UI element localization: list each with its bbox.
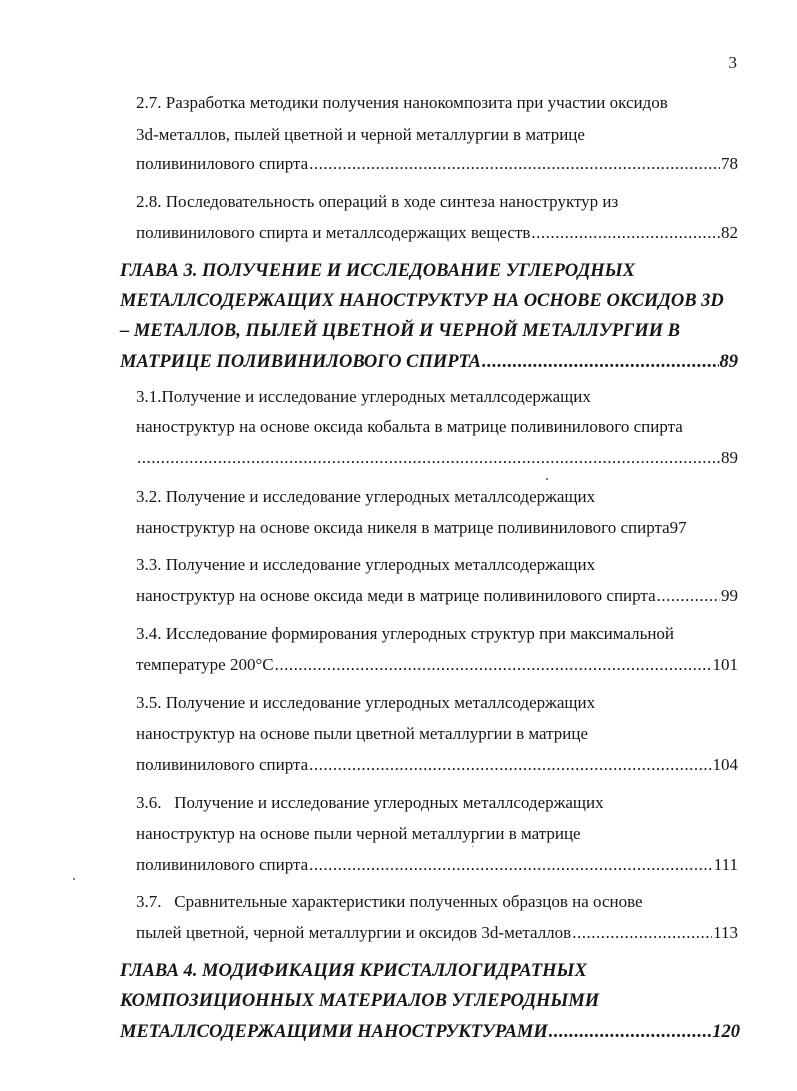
toc-entry-3-1-line-3 (136, 449, 738, 466)
scan-speck (472, 846, 473, 847)
scan-speck (546, 478, 548, 480)
toc-entry-2-7-page: 78 (721, 154, 738, 173)
page-number: 3 (728, 53, 737, 72)
toc-entry-3-3-line-1: 3.3. Получение и исследование углеродных металлсодержащих (136, 555, 596, 574)
toc-entry-3-6-page: 111 (713, 855, 738, 874)
toc-entry-3-7-line-1: 3.7. Сравнительные характеристики полученных образцов на основе (136, 892, 643, 911)
toc-entry-2-7-line-3 (136, 155, 738, 172)
leader-dots (549, 1023, 711, 1042)
leader-dots (137, 449, 720, 466)
leader-dots (309, 856, 713, 873)
toc-entry-3-2-page: 97 (669, 518, 687, 537)
toc-entry-3-2-line-2 (136, 519, 738, 536)
toc-entry-2-8-page: 82 (721, 223, 738, 242)
toc-entry-2-8-line-2 (136, 224, 738, 241)
leader-dots (275, 656, 712, 673)
toc-entry-3-2-line-1: 3.2. Получение и исследование углеродных металлсодержащих (136, 487, 596, 506)
leader-dots (572, 924, 712, 941)
toc-entry-3-5-page: 104 (712, 755, 738, 774)
toc-entry-2-7-line-1: 2.7. Разработка методики получения нанокомпозита при участии оксидов (136, 93, 668, 112)
toc-entry-2-7-text: поливинилового спирта (136, 154, 309, 173)
leader-dots (309, 756, 711, 773)
chapter-3-heading-line-4 (120, 353, 738, 372)
chapter-4-text: МЕТАЛЛСОДЕРЖАЩИМИ НАНОСТРУКТУРАМИ (120, 1022, 548, 1042)
toc-entry-3-1-line-2: наноструктур на основе оксида кобальта в матрице поливинилового спирта (136, 417, 683, 436)
toc-entry-3-4-page: 101 (712, 655, 738, 674)
chapter-3-heading-line-1: ГЛАВА 3. ПОЛУЧЕНИЕ И ИССЛЕДОВАНИЕ УГЛЕРОДНЫХ (120, 261, 635, 281)
toc-entry-3-5-text: поливинилового спирта (136, 755, 309, 774)
toc-entry-3-5-line-3 (136, 756, 738, 773)
toc-entry-2-8-line-1: 2.8. Последовательность операций в ходе синтеза наноструктур из (136, 192, 619, 211)
toc-entry-3-7-page: 113 (713, 923, 738, 942)
chapter-4-heading-line-3 (120, 1023, 740, 1042)
chapter-3-text: МАТРИЦЕ ПОЛИВИНИЛОВОГО СПИРТА (120, 352, 482, 372)
toc-entry-3-3-page: 99 (721, 586, 738, 605)
toc-entry-3-6-line-2: наноструктур на основе пыли черной металлургии в матрице (136, 824, 581, 843)
toc-entry-3-5-line-1: 3.5. Получение и исследование углеродных металлсодержащих (136, 693, 596, 712)
toc-entry-3-1-page: 89 (721, 448, 738, 467)
toc-entry-3-6-text: поливинилового спирта (136, 855, 309, 874)
leader-dots (657, 587, 720, 604)
leader-dots (309, 155, 720, 172)
toc-entry-3-6-line-3 (136, 856, 738, 873)
toc-entry-3-3-text: наноструктур на основе оксида меди в матрице поливинилового спирта (136, 586, 656, 605)
toc-entry-3-7-line-2 (136, 924, 738, 941)
toc-entry-3-7-text: пылей цветной, черной металлургии и оксидов 3d-металлов (136, 923, 572, 942)
toc-entry-3-5-line-2: наноструктур на основе пыли цветной металлургии в матрице (136, 724, 589, 743)
leader-dots (531, 224, 720, 241)
toc-entry-3-4-line-1: 3.4. Исследование формирования углеродных структур при максимальной (136, 624, 675, 643)
toc-entry-3-2-text: наноструктур на основе оксида никеля в матрице поливинилового спирта (136, 518, 670, 537)
toc-entry-3-4-line-2 (136, 656, 738, 673)
chapter-3-page: 89 (719, 352, 738, 372)
chapter-4-heading-line-1: ГЛАВА 4. МОДИФИКАЦИЯ КРИСТАЛЛОГИДРАТНЫХ (120, 961, 587, 981)
toc-entry-2-8-text: поливинилового спирта и металлсодержащих веществ (136, 223, 531, 242)
chapter-4-heading-line-2: КОМПОЗИЦИОННЫХ МАТЕРИАЛОВ УГЛЕРОДНЫМИ (120, 991, 600, 1011)
chapter-3-heading-line-3: – МЕТАЛЛОВ, ПЫЛЕЙ ЦВЕТНОЙ И ЧЕРНОЙ МЕТАЛЛУРГИИ В (120, 321, 680, 341)
chapter-4-page: 120 (712, 1022, 740, 1042)
leader-dots (482, 353, 718, 372)
chapter-3-heading-line-2: МЕТАЛЛСОДЕРЖАЩИХ НАНОСТРУКТУР НА ОСНОВЕ ОКСИДОВ 3D (120, 291, 724, 311)
toc-entry-3-6-line-1: 3.6. Получение и исследование углеродных металлсодержащих (136, 793, 604, 812)
toc-entry-2-7-line-2: 3d-металлов, пылей цветной и черной металлургии в матрице (136, 125, 585, 144)
toc-entry-3-1-line-1: 3.1.Получение и исследование углеродных металлсодержащих (136, 387, 591, 406)
toc-entry-3-3-line-2 (136, 587, 738, 604)
scan-speck (73, 878, 75, 880)
toc-entry-3-4-text: температуре 200°С (136, 655, 274, 674)
